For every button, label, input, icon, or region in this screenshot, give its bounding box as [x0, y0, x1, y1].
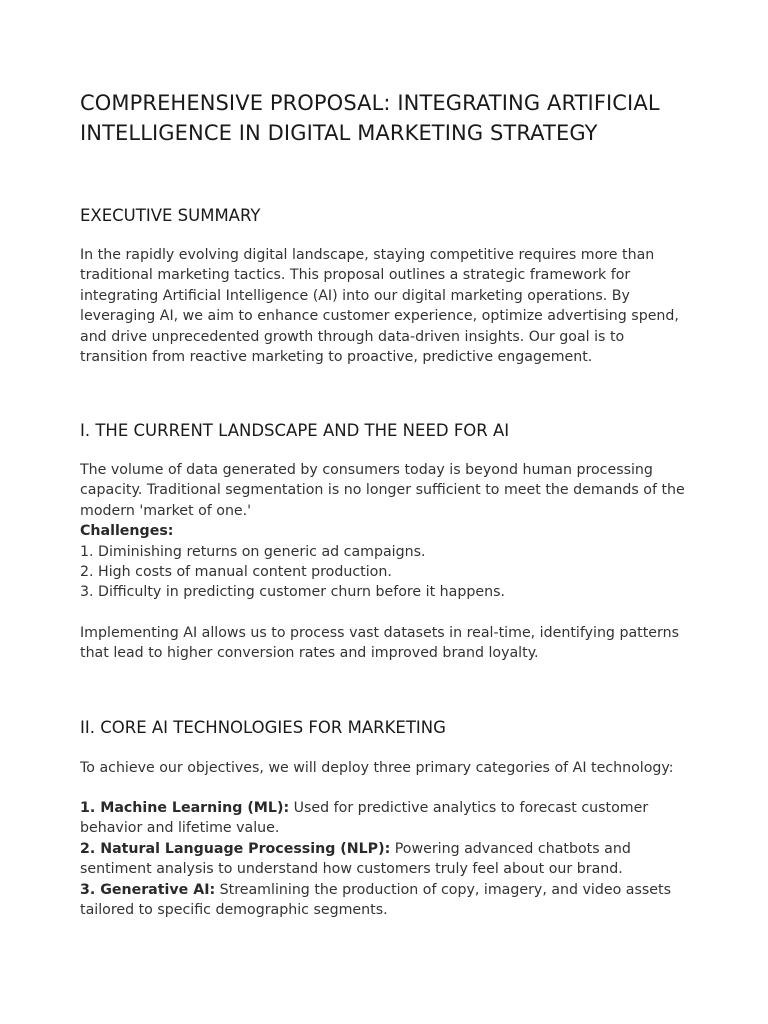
challenge-item-3: 3. Difficulty in predicting customer churn before it happens. [80, 584, 505, 601]
section-1-intro: The volume of data generated by consumers today is beyond human processing capacity. Traditional segmentation is no longer sufficient to meet the demands of the modern 'market of one.' [80, 462, 685, 519]
executive-summary-heading: EXECUTIVE SUMMARY [80, 206, 261, 225]
ai-technology-item-nlp [80, 839, 692, 880]
challenge-item-1: 1. Diminishing returns on generic ad campaigns. [80, 543, 426, 560]
document-title: COMPREHENSIVE PROPOSAL: INTEGRATING ARTIFICIAL INTELLIGENCE IN DIGITAL MARKETING STRATEGY [80, 91, 660, 145]
section-1-body [80, 460, 692, 603]
section-1-closing: Implementing AI allows us to process vast datasets in real-time, identifying patterns that lead to higher conversion rates and improved brand loyalty. [80, 625, 679, 662]
ai-technology-text-ml: Used for predictive analytics to forecast customer behavior and lifetime value. [80, 800, 649, 837]
section-1-heading: I. THE CURRENT LANDSCAPE AND THE NEED FOR AI [80, 421, 510, 440]
ai-technology-label-generative: 3. Generative AI: [80, 881, 216, 898]
ai-technology-item-generative [80, 880, 692, 921]
section-2-heading: II. CORE AI TECHNOLOGIES FOR MARKETING [80, 718, 446, 737]
ai-technology-text-nlp: Powering advanced chatbots and sentiment analysis to understand how customers truly feel about our brand. [80, 840, 631, 878]
ai-technology-item-ml [80, 798, 692, 839]
challenge-item-2: 2. High costs of manual content production. [80, 564, 392, 581]
ai-technologies-list [80, 798, 692, 920]
ai-technology-text-generative: Streamlining the production of copy, imagery, and video assets tailored to specific demographic segments. [80, 881, 671, 919]
ai-technology-label-ml: 1. Machine Learning (ML): [80, 800, 290, 816]
executive-summary-body: In the rapidly evolving digital landscape, staying competitive requires more than traditional marketing tactics. This proposal outlines a strategic framework for integrating Artificial Intelligence (AI) into our digital marketing operations. By leveraging AI, we aim to enhance customer experience, optimize advertising spend, and drive unprecedented growth through data-driven insights. Our goal is to transition from reactive marketing to proactive, predictive engagement. [80, 247, 679, 366]
section-2-intro: To achieve our objectives, we will deploy three primary categories of AI technology: [80, 760, 674, 776]
challenges-label: Challenges: [80, 523, 174, 540]
ai-technology-label-nlp: 2. Natural Language Processing (NLP): [80, 840, 391, 857]
